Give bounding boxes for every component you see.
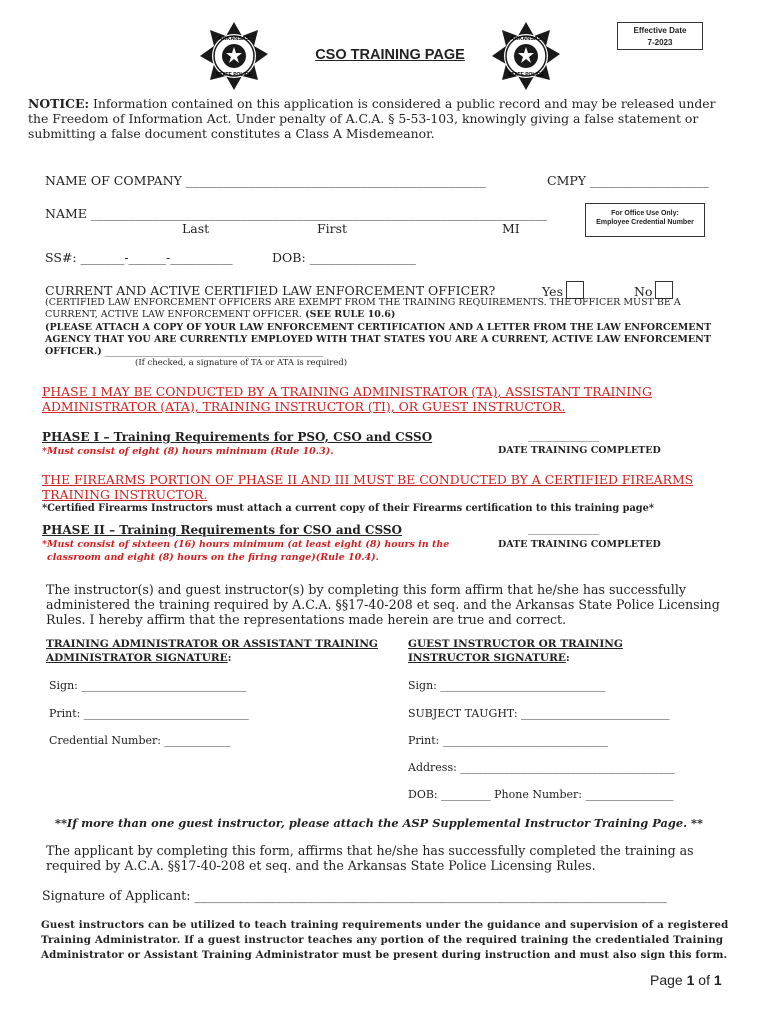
ta-credential-field[interactable]: Credential Number: ____________ [49, 734, 231, 747]
badge-text-bottom: STATE POLICE [508, 72, 544, 78]
phase1-requirement: *Must consist of eight (8) hours minimum (Rule 10.3). [42, 446, 334, 457]
applicant-signature-field[interactable]: Signature of Applicant: ___________________________________________________________________________ [42, 888, 667, 903]
phase2-date-label: DATE TRAINING COMPLETED [498, 539, 661, 550]
phase2-requirement-line2: classroom and eight (8) hours on the firing range)(Rule 10.4). [47, 552, 379, 563]
dob-field[interactable]: DOB: _________________ [272, 250, 416, 265]
exempt-note-line2: CURRENT, ACTIVE LAW ENFORCEMENT OFFICER. (SEE RULE 10.6) [45, 309, 396, 320]
leo-question: CURRENT AND ACTIVE CERTIFIED LAW ENFORCEMENT OFFICER? [45, 283, 496, 298]
effective-date-value: 7-2023 [647, 38, 673, 47]
effective-date-label: Effective Date [633, 26, 687, 35]
guest-subject-field[interactable]: SUBJECT TAUGHT: ___________________________ [408, 707, 670, 720]
applicant-affirmation: The applicant by completing this form, affirms that he/she has successfully completed the training as required by A.C.A. §§17-40-208 et seq. and the Arkansas State Police Licensing Rules. [46, 843, 694, 873]
notice-label: NOTICE: [28, 96, 90, 111]
page-number: Page 1 of 1 [650, 972, 722, 988]
name-field[interactable]: NAME _________________________________________________________________________ [45, 206, 548, 221]
firearms-certification-note: *Certified Firearms Instructors must attach a current copy of their Firearms certification to this training page* [42, 503, 655, 514]
guest-signature-heading-line2: INSTRUCTOR SIGNATURE: [408, 652, 570, 664]
exempt-note-line1: (CERTIFIED LAW ENFORCEMENT OFFICERS ARE EXEMPT FROM THE TRAINING REQUIREMENTS. THE OFFICER MUST BE A [45, 297, 681, 308]
attach-note-line1: (PLEASE ATTACH A COPY OF YOUR LAW ENFORCEMENT CERTIFICATION AND A LETTER FROM THE LAW ENFORCEMENT [45, 322, 712, 333]
checked-note: (If checked, a signature of TA or ATA is required) [135, 358, 348, 368]
phase2-date-line[interactable]: _______________ [528, 524, 600, 535]
guest-signature-heading-line1: GUEST INSTRUCTOR OR TRAINING [408, 638, 623, 650]
effective-date-box [617, 22, 703, 50]
ta-signature-line[interactable]: ______________________________________________ [101, 346, 324, 357]
ta-print-field[interactable]: Print: ______________________________ [49, 707, 249, 720]
attach-note-line2: AGENCY THAT YOU ARE CURRENTLY EMPLOYED WITH THAT STATES YOU ARE A CURRENT, ACTIVE LAW ENFORCEMENT [45, 334, 711, 345]
badge-text-bottom: STATE POLICE [216, 72, 252, 78]
phase2-firearms-line2: TRAINING INSTRUCTOR. [42, 487, 208, 502]
notice-text: Information contained on this application is considered a public record and may be released under the Freedom of Information Act. Under penalty of A.C.A. § 5-53-103, knowingly giving a false statement or submitting a false document constitutes a Class A Misdemeanor. [28, 96, 716, 141]
name-mi-label: MI [502, 221, 520, 236]
badge-text-top: ARKANSAS [510, 36, 542, 42]
guest-print-field[interactable]: Print: ______________________________ [408, 734, 608, 747]
credential-number-label: Employee Credential Number [596, 219, 694, 226]
ss-field[interactable]: SS#: _______-______-__________ [45, 250, 233, 265]
ta-signature-heading-line1: TRAINING ADMINISTRATOR OR ASSISTANT TRAINING [46, 638, 378, 650]
phase1-heading: PHASE I – Training Requirements for PSO, CSO and CSSO [42, 430, 433, 444]
attach-note-line3: OFFICER.) ______________________________________________ [45, 346, 324, 357]
guest-address-field[interactable]: Address: _______________________________________ [408, 761, 675, 774]
guest-instructor-note: Guest instructors can be utilized to teach training requirements under the guidance and supervision of a registered Training Administrator. If a guest instructor teaches any portion of the required training the credentialed Training Administrator or Assistant Training Administrator must be present during instruction and must also sign this form. [41, 919, 729, 961]
arkansas-state-police-badge-right [490, 20, 562, 92]
leo-no-label: No [634, 284, 653, 299]
arkansas-state-police-badge-left [198, 20, 270, 92]
ta-sign-field[interactable]: Sign: ______________________________ [49, 679, 247, 692]
notice-paragraph [28, 96, 728, 141]
office-use-box [585, 203, 705, 237]
leo-yes-label: Yes [542, 284, 563, 299]
phase2-heading: PHASE II – Training Requirements for CSO and CSSO [42, 523, 402, 537]
office-use-label: For Office Use Only: [611, 210, 679, 217]
phase1-date-line[interactable]: _______________ [528, 431, 600, 442]
guest-sign-field[interactable]: Sign: ______________________________ [408, 679, 606, 692]
cmpy-field[interactable]: CMPY ___________________ [547, 173, 709, 188]
phase1-conducted-by-line1: PHASE I MAY BE CONDUCTED BY A TRAINING ADMINISTRATOR (TA), ASSISTANT TRAINING [42, 384, 652, 399]
name-first-label: First [317, 221, 348, 236]
rule-reference: (SEE RULE 10.6) [301, 309, 396, 320]
phase1-date-label: DATE TRAINING COMPLETED [498, 445, 661, 456]
guest-dob-phone-field[interactable]: DOB: _________ Phone Number: ________________ [408, 788, 674, 801]
company-field[interactable]: NAME OF COMPANY ________________________________________________ [45, 173, 486, 188]
phase1-conducted-by-line2: ADMINISTRATOR (ATA), TRAINING INSTRUCTOR (TI), OR GUEST INSTRUCTOR. [42, 399, 566, 414]
ta-signature-heading-line2: ADMINISTRATOR SIGNATURE: [46, 652, 232, 664]
instructor-affirmation: The instructor(s) and guest instructor(s) by completing this form affirm that he/she has successfully administered the training required by A.C.A. §§17-40-208 et seq. and the Arkansas State Police Licensing Rules. I hereby affirm that the representations made herein are true and correct. [46, 582, 720, 627]
supplemental-note: **If more than one guest instructor, please attach the ASP Supplemental Instructor Training Page. ** [55, 816, 703, 830]
badge-text-top: ARKANSAS [218, 36, 250, 42]
name-last-label: Last [182, 221, 210, 236]
phase2-requirement-line1: *Must consist of sixteen (16) hours minimum (at least eight (8) hours in the [42, 539, 450, 550]
phase2-firearms-line1: THE FIREARMS PORTION OF PHASE II AND III MUST BE CONDUCTED BY A CERTIFIED FIREARMS [42, 472, 694, 487]
page-title: CSO TRAINING PAGE [315, 47, 465, 63]
